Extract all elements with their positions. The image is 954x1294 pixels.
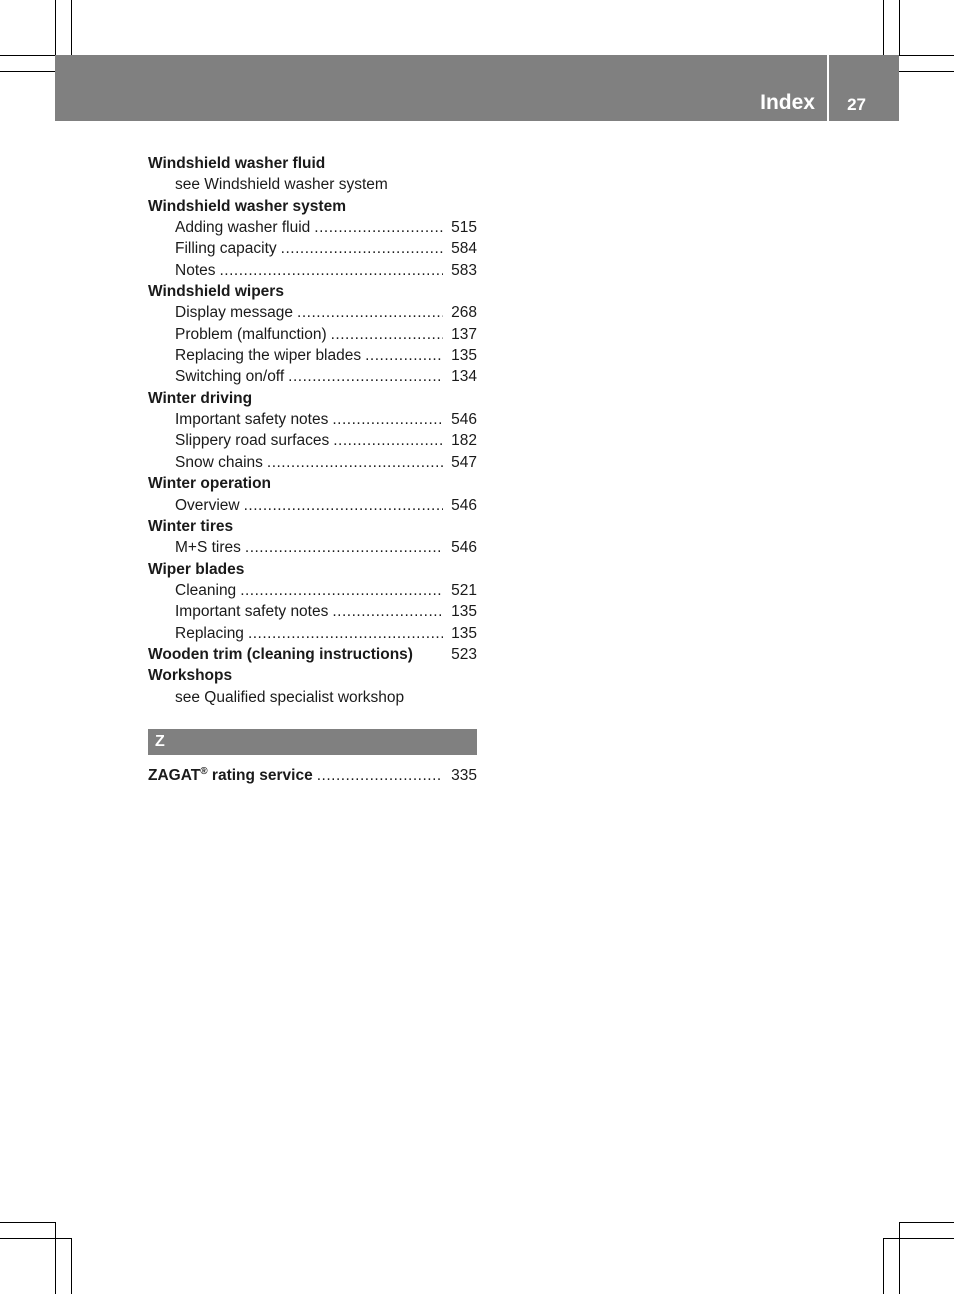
index-entry-main: [148, 516, 477, 537]
leader-dots: [248, 623, 443, 644]
entry-label: Wiper blades: [148, 560, 245, 578]
leader-dots: [267, 452, 443, 473]
entry-page: 521: [451, 581, 477, 599]
leader-dots: [314, 217, 443, 238]
crop-mark: [0, 71, 55, 72]
leader-dots: [333, 430, 443, 451]
index-entry-sub: [148, 495, 477, 516]
leader-dots: [331, 324, 443, 345]
entry-label: Winter tires: [148, 517, 234, 535]
entry-label: see Windshield washer system: [175, 176, 388, 194]
header-divider: [827, 55, 829, 121]
entry-label: Problem (malfunction): [175, 325, 327, 343]
entry-label: see Qualified specialist workshop: [175, 688, 405, 706]
index-entry-sub: [148, 345, 477, 366]
registered-mark: ®: [200, 765, 208, 777]
crop-mark: [55, 0, 56, 55]
index-entry-sub: [148, 687, 477, 708]
entry-page: 547: [451, 453, 477, 471]
entry-label: Overview: [175, 496, 240, 514]
crop-mark: [0, 1222, 55, 1223]
leader-dots: [244, 495, 443, 516]
crop-mark: [899, 71, 954, 72]
index-entry-main: [148, 644, 477, 665]
index-entry-main: [148, 665, 477, 686]
entry-label: Wooden trim (cleaning instructions): [148, 645, 413, 663]
leader-dots: [288, 366, 443, 387]
entry-page: 135: [451, 624, 477, 642]
index-entry-sub: [148, 452, 477, 473]
entry-label: M+S tires: [175, 539, 241, 557]
index-entry-sub: [148, 260, 477, 281]
entry-label: Important safety notes: [175, 411, 329, 429]
crop-mark: [55, 1222, 56, 1294]
index-entry-sub: [148, 238, 477, 259]
index-entry-sub: [148, 430, 477, 451]
crop-mark: [883, 1238, 884, 1294]
index-entry-sub: [148, 601, 477, 622]
entry-page: 546: [451, 496, 477, 514]
index-list-z: [148, 765, 477, 786]
entry-label: Adding washer fluid: [175, 219, 311, 237]
entry-label: Display message: [175, 304, 294, 322]
entry-label: Replacing: [175, 624, 244, 642]
entry-page: 546: [451, 411, 477, 429]
index-entry-main: [148, 473, 477, 494]
crop-mark: [899, 0, 900, 55]
entry-label: Snow chains: [175, 453, 263, 471]
entry-label: Winter driving: [148, 389, 253, 407]
entry-label: Winter operation: [148, 475, 272, 493]
entry-page: 335: [451, 767, 477, 784]
entry-page: 268: [451, 304, 477, 322]
crop-mark: [883, 1238, 954, 1239]
section-header-z: Z: [148, 729, 477, 755]
entry-label: Filling capacity: [175, 240, 277, 258]
crop-mark: [71, 1238, 72, 1294]
entry-page: 515: [451, 219, 477, 237]
crop-mark: [0, 1238, 71, 1239]
entry-page: 583: [451, 261, 477, 279]
page-title: Index: [760, 91, 815, 114]
index-entry-sub: [148, 217, 477, 238]
entry-label: ZAGAT® rating service: [148, 765, 313, 784]
leader-dots: [245, 537, 443, 558]
entry-page: 182: [451, 432, 477, 450]
entry-page: 137: [451, 325, 477, 343]
entry-page: 546: [451, 539, 477, 557]
index-entry-main: [148, 281, 477, 302]
crop-mark: [899, 1222, 900, 1294]
entry-label: Switching on/off: [175, 368, 285, 386]
index-entry-sub: [148, 623, 477, 644]
crop-mark: [899, 1222, 954, 1223]
index-entry-sub: [148, 537, 477, 558]
index-entry-sub: [148, 324, 477, 345]
crop-mark: [883, 0, 884, 55]
leader-dots: [332, 601, 443, 622]
entry-page: 523: [451, 645, 477, 663]
index-entry-main: [148, 153, 477, 174]
entry-label: Replacing the wiper blades: [175, 347, 362, 365]
leader-dots: [332, 409, 443, 430]
entry-page: 135: [451, 603, 477, 621]
entry-label: Windshield washer fluid: [148, 155, 326, 172]
leader-dots: [317, 765, 443, 786]
entry-page: 584: [451, 240, 477, 258]
index-entry-sub: [148, 580, 477, 601]
entry-page: 134: [451, 368, 477, 386]
index-entry-sub: [148, 174, 477, 195]
index-entry-sub: [148, 409, 477, 430]
leader-dots: [220, 260, 444, 281]
page-number: 27: [847, 95, 866, 114]
leader-dots: [281, 238, 443, 259]
entry-label: Notes: [175, 261, 216, 279]
entry-label: Windshield washer system: [148, 197, 346, 215]
crop-mark: [0, 55, 55, 56]
leader-dots: [297, 302, 443, 323]
entry-label: Windshield wipers: [148, 283, 284, 301]
crop-mark: [71, 0, 72, 55]
leader-dots: [365, 345, 443, 366]
crop-mark: [899, 55, 954, 56]
entry-label: Slippery road surfaces: [175, 432, 330, 450]
entry-label: Workshops: [148, 667, 233, 685]
leader-dots: [240, 580, 443, 601]
index-entry-main: [148, 765, 477, 786]
index-entry-main: [148, 559, 477, 580]
page-header: [55, 55, 899, 121]
entry-label: Cleaning: [175, 581, 237, 599]
index-entry-main: [148, 196, 477, 217]
index-entry-sub: [148, 302, 477, 323]
index-list: [148, 153, 477, 708]
index-entry-sub: [148, 366, 477, 387]
index-entry-main: [148, 388, 477, 409]
entry-page: 135: [451, 347, 477, 365]
entry-label: Important safety notes: [175, 603, 329, 621]
